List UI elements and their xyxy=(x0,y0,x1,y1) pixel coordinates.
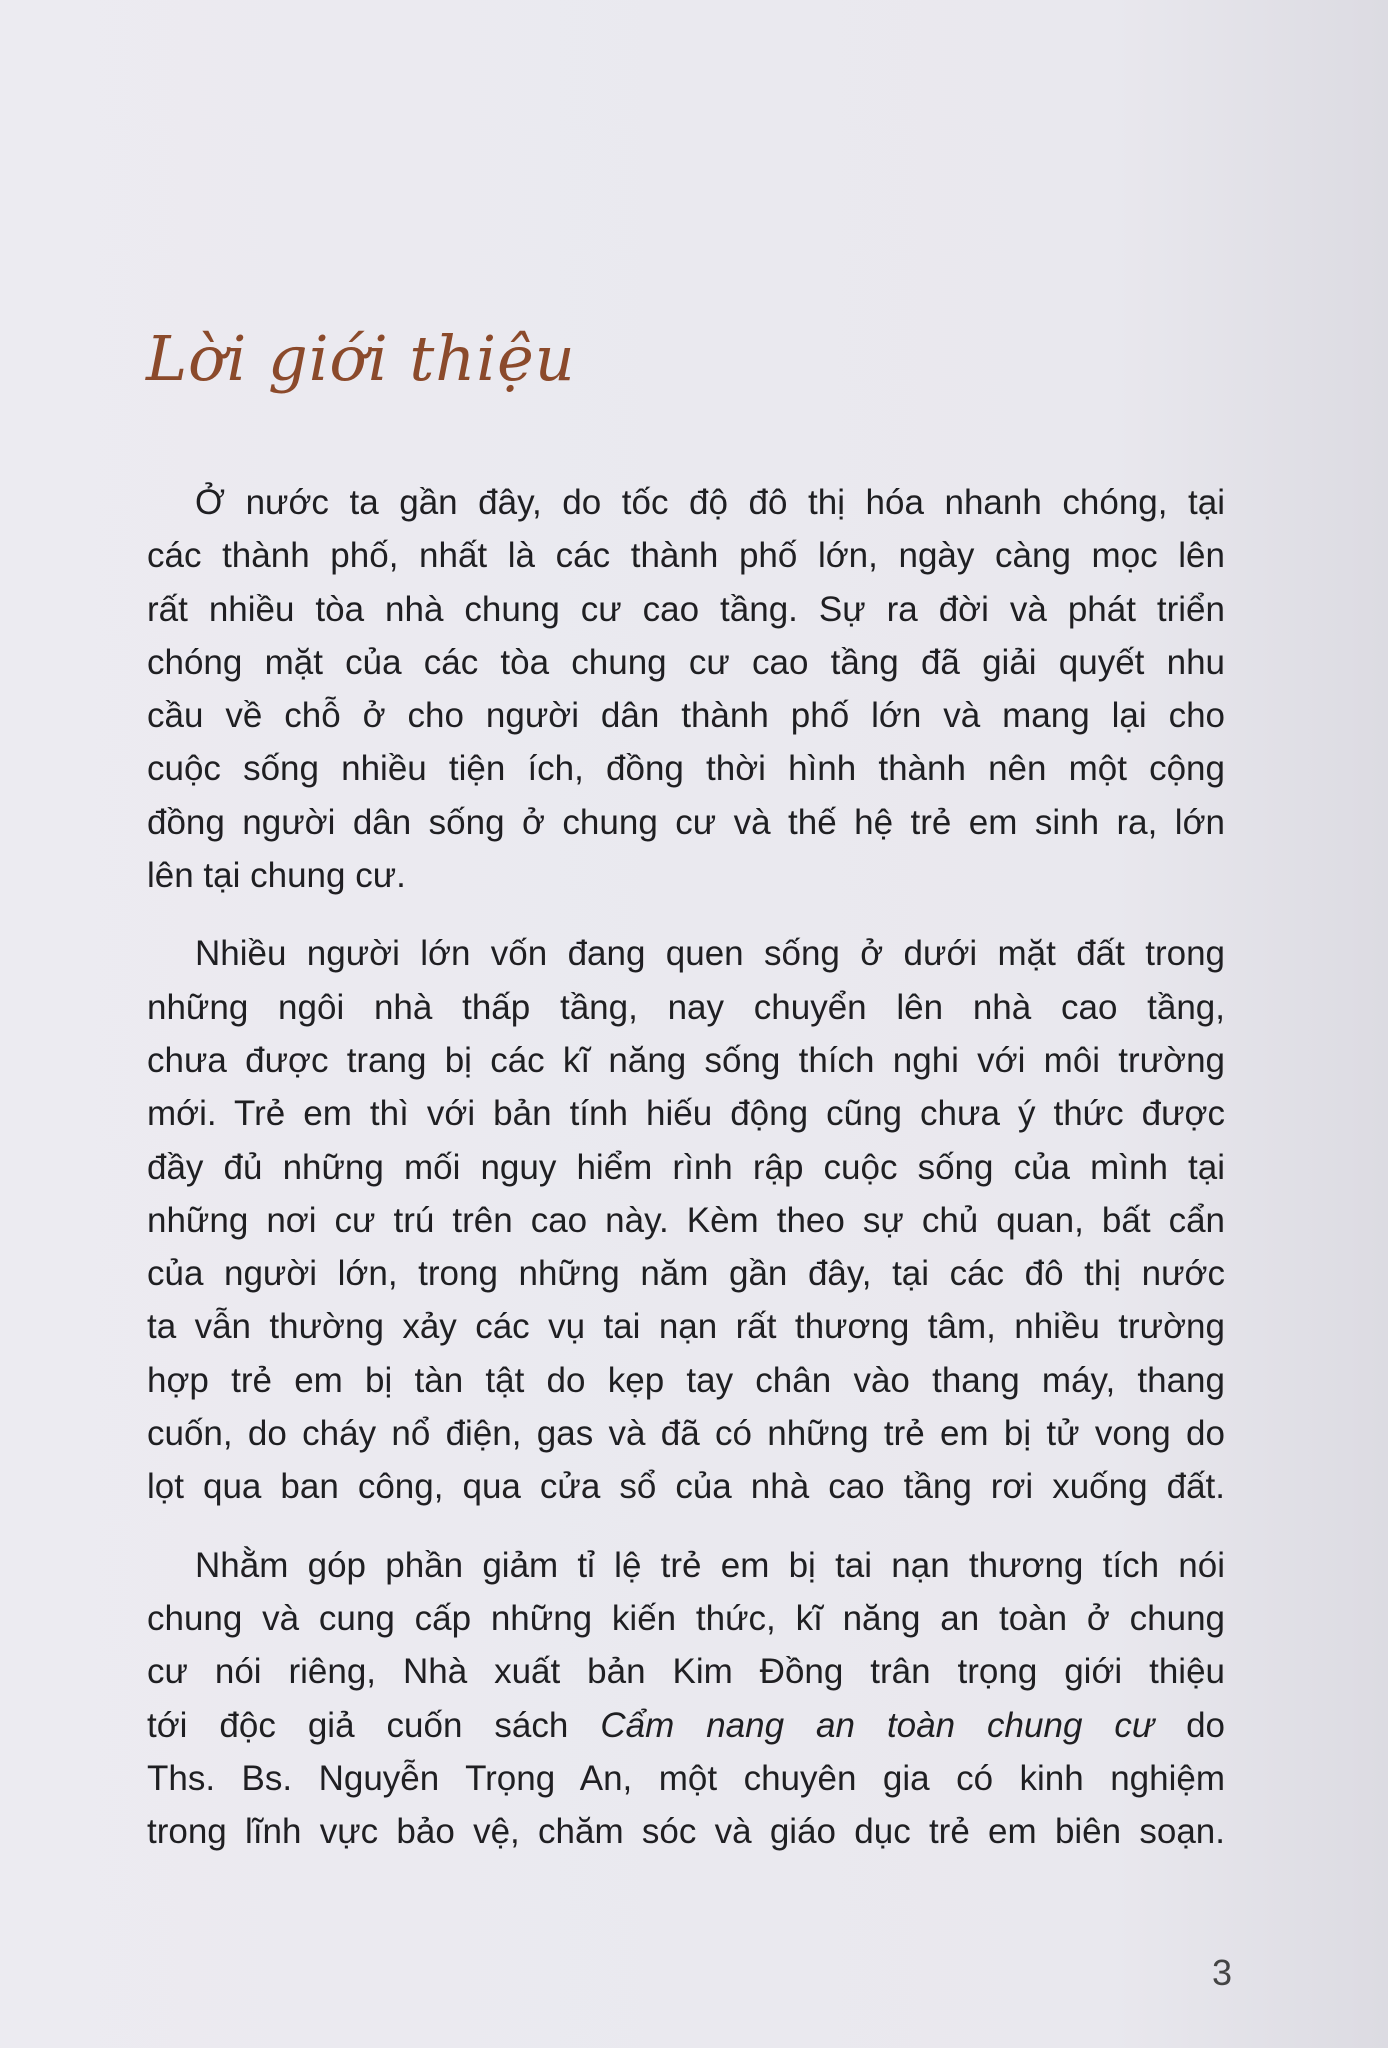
text-line: cuốn, do cháy nổ điện, gas và đã có những trẻ em bị tử vong do xyxy=(147,1414,1225,1454)
text-line: mới. Trẻ em thì với bản tính hiếu động cũng chưa ý thức được xyxy=(147,1094,1225,1134)
paragraph-1 xyxy=(147,476,1225,902)
text-line: đầy đủ những mối nguy hiểm rình rập cuộc sống của mình tại xyxy=(147,1147,1225,1187)
paragraph-3 xyxy=(147,1539,1225,1859)
body-text xyxy=(147,476,1225,1883)
page-number: 3 xyxy=(1212,1952,1233,1993)
text-line: cư nói riêng, Nhà xuất bản Kim Đồng trân trọng giới thiệu xyxy=(147,1652,1225,1692)
text-line: lên tại chung cư. xyxy=(147,856,406,896)
text-line: ta vẫn thường xảy các vụ tai nạn rất thương tâm, nhiều trường xyxy=(147,1307,1225,1347)
text-line: cầu về chỗ ở cho người dân thành phố lớn và mang lại cho xyxy=(147,696,1225,736)
text-line xyxy=(147,1699,1225,1752)
text-line: chóng mặt của các tòa chung cư cao tầng đã giải quyết nhu xyxy=(147,642,1225,682)
text-segment: do xyxy=(1154,1705,1226,1745)
text-line: lọt qua ban công, qua cửa sổ của nhà cao tầng rơi xuống đất. xyxy=(147,1467,1225,1507)
text-line: rất nhiều tòa nhà chung cư cao tầng. Sự ra đời và phát triển xyxy=(147,589,1225,629)
text-line: những ngôi nhà thấp tầng, nay chuyển lên nhà cao tầng, xyxy=(147,987,1225,1027)
text-line: Nhiều người lớn vốn đang quen sống ở dưới mặt đất trong xyxy=(195,934,1225,974)
text-line: Ở nước ta gần đây, do tốc độ đô thị hóa nhanh chóng, tại xyxy=(195,483,1225,522)
text-line: trong lĩnh vực bảo vệ, chăm sóc và giáo dục trẻ em biên soạn. xyxy=(147,1812,1225,1852)
text-line: cuộc sống nhiều tiện ích, đồng thời hình thành nên một cộng xyxy=(147,749,1225,789)
text-line: Ths. Bs. Nguyễn Trọng An, một chuyên gia có kinh nghiệm xyxy=(147,1758,1225,1798)
text-line: hợp trẻ em bị tàn tật do kẹp tay chân vào thang máy, thang xyxy=(147,1360,1225,1400)
text-line: của người lớn, trong những năm gần đây, tại các đô thị nước xyxy=(147,1254,1225,1294)
text-line: Nhằm góp phần giảm tỉ lệ trẻ em bị tai nạn thương tích nói xyxy=(195,1545,1225,1585)
text-segment: tới độc giả cuốn sách xyxy=(147,1705,601,1745)
paragraph-2 xyxy=(147,927,1225,1513)
page-title: Lời giới thiệu xyxy=(146,322,576,395)
text-line: các thành phố, nhất là các thành phố lớn, ngày càng mọc lên xyxy=(147,536,1225,576)
book-title: Cẩm nang an toàn chung cư xyxy=(600,1705,1155,1745)
text-line: những nơi cư trú trên cao này. Kèm theo sự chủ quan, bất cẩn xyxy=(147,1200,1225,1240)
text-line: chưa được trang bị các kĩ năng sống thích nghi với môi trường xyxy=(147,1040,1225,1080)
text-line: đồng người dân sống ở chung cư và thế hệ trẻ em sinh ra, lớn xyxy=(147,802,1225,842)
text-line: chung và cung cấp những kiến thức, kĩ năng an toàn ở chung xyxy=(147,1598,1225,1638)
